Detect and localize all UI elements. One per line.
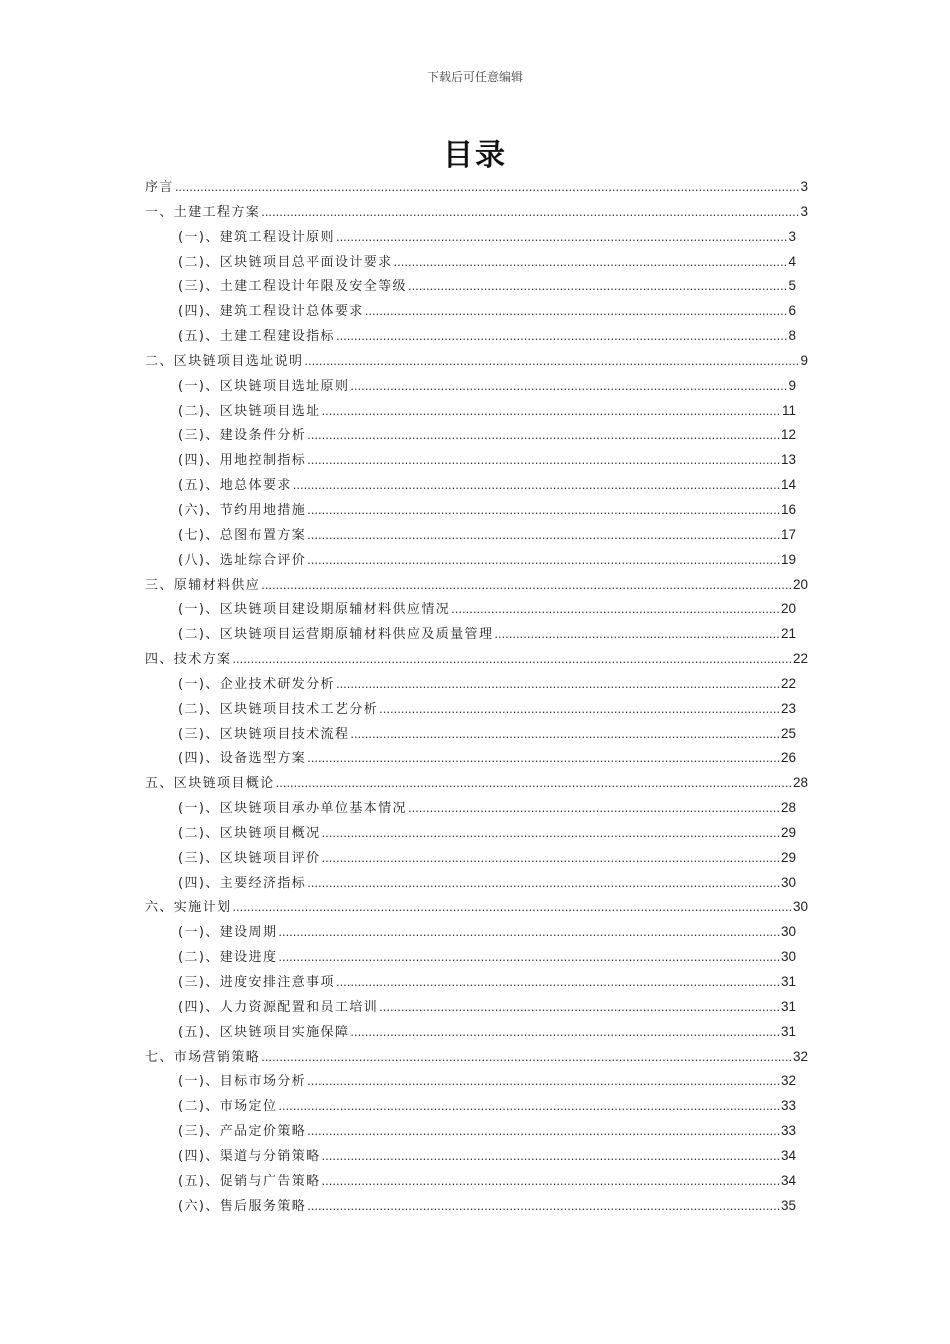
toc-entry-text: (八)、选址综合评价	[178, 552, 307, 568]
toc-entry-section[interactable]	[145, 1194, 808, 1219]
toc-dot-leader	[322, 399, 781, 424]
toc-entry-chapter[interactable]	[145, 647, 808, 672]
toc-entry-text: (一)、企业技术研发分析	[178, 676, 335, 692]
toc-dot-leader	[278, 945, 780, 970]
toc-entry-text: (四)、人力资源配置和员工培训	[178, 999, 379, 1015]
toc-page-number: 20	[780, 601, 796, 617]
toc-entry-text: (二)、区块链项目运营期原辅材料供应及质量管理	[178, 627, 494, 643]
toc-page-number: 16	[780, 501, 796, 517]
page-header: 下载后可任意编辑	[426, 70, 523, 84]
toc-entry-text: 二、区块链项目选址说明	[145, 353, 304, 369]
toc-page-number: 33	[780, 1098, 796, 1114]
toc-page-number: 12	[780, 427, 796, 443]
toc-page-number: 3	[800, 203, 808, 219]
toc-entry-text: (二)、区块链项目概况	[178, 825, 321, 841]
toc-page-number: 30	[792, 899, 808, 915]
toc-page-number: 30	[780, 949, 796, 965]
toc-page-number: 35	[780, 1197, 796, 1213]
toc-dot-leader	[304, 349, 799, 374]
toc-entry-text: 一、土建工程方案	[145, 204, 261, 220]
toc-entry-text: (二)、区块链项目总平面设计要求	[178, 254, 393, 270]
toc-page-number: 13	[780, 452, 796, 468]
toc-page-number: 9	[800, 352, 808, 368]
toc-entry-section[interactable]	[145, 225, 808, 250]
toc-page-number: 34	[780, 1172, 796, 1188]
toc-entry-text: (五)、地总体要求	[178, 478, 292, 494]
toc-entry-chapter[interactable]	[145, 573, 808, 598]
toc-entry-text: 四、技术方案	[145, 652, 232, 668]
toc-entry-text: (一)、区块链项目选址原则	[178, 378, 350, 394]
toc-page-number: 34	[780, 1147, 796, 1163]
toc-dot-leader	[307, 1194, 780, 1219]
toc-entry-section[interactable]	[145, 821, 808, 846]
toc-dot-leader	[307, 498, 780, 523]
toc-entry-text: (一)、目标市场分析	[178, 1074, 307, 1090]
toc-dot-leader	[322, 846, 780, 871]
toc-entry-section[interactable]	[145, 1144, 808, 1169]
toc-page-number: 32	[780, 1073, 796, 1089]
toc-entry-text: (六)、节约用地措施	[178, 502, 307, 518]
toc-page-number: 4	[788, 253, 796, 269]
toc-dot-leader	[278, 1094, 780, 1119]
toc-page-number: 30	[780, 874, 796, 890]
table-of-contents	[145, 175, 808, 1218]
toc-dot-leader	[307, 548, 780, 573]
toc-page-number: 14	[780, 477, 796, 493]
toc-page-number: 23	[780, 700, 796, 716]
toc-dot-leader	[322, 1144, 780, 1169]
toc-dot-leader	[261, 573, 792, 598]
toc-entry-text: 五、区块链项目概论	[145, 776, 275, 792]
toc-entry-section[interactable]	[145, 970, 808, 995]
toc-dot-leader	[261, 1045, 792, 1070]
toc-page-number: 22	[792, 651, 808, 667]
toc-entry-text: 序言	[145, 180, 174, 195]
toc-page-number: 20	[792, 576, 808, 592]
toc-dot-leader	[307, 523, 780, 548]
toc-page-number: 5	[788, 278, 796, 294]
toc-entry-text: (一)、建设周期	[178, 925, 278, 941]
toc-dot-leader	[451, 597, 780, 622]
toc-entry-text: (四)、建筑工程设计总体要求	[178, 304, 364, 320]
toc-title: 目录	[443, 138, 507, 173]
toc-entry-section[interactable]	[145, 871, 808, 896]
toc-entry-text: (三)、区块链项目技术流程	[178, 726, 350, 742]
toc-page-number: 31	[780, 1023, 796, 1039]
toc-dot-leader	[494, 622, 780, 647]
toc-entry-text: 七、市场营销策略	[145, 1049, 261, 1065]
toc-entry-section[interactable]	[145, 548, 808, 573]
toc-entry-chapter[interactable]	[145, 1045, 808, 1070]
toc-entry-section[interactable]	[145, 498, 808, 523]
toc-page-number: 30	[780, 924, 796, 940]
toc-entry-text: (四)、渠道与分销策略	[178, 1148, 321, 1164]
toc-entry-text: 三、原辅材料供应	[145, 577, 261, 593]
toc-page-number: 25	[780, 725, 796, 741]
toc-entry-section[interactable]	[145, 746, 808, 771]
toc-entry-section[interactable]	[145, 1169, 808, 1194]
toc-entry-section[interactable]	[145, 722, 808, 747]
toc-dot-leader	[293, 473, 780, 498]
toc-entry-section[interactable]	[145, 1069, 808, 1094]
toc-entry-section[interactable]	[145, 597, 808, 622]
toc-entry-text: (三)、产品定价策略	[178, 1124, 307, 1140]
toc-entry-text: (二)、市场定位	[178, 1099, 278, 1115]
toc-dot-leader	[278, 920, 780, 945]
toc-page-number: 9	[788, 377, 796, 393]
toc-dot-leader	[322, 1169, 780, 1194]
toc-entry-section[interactable]	[145, 374, 808, 399]
toc-page-number: 21	[780, 626, 796, 642]
toc-entry-text: (五)、区块链项目实施保障	[178, 1024, 350, 1040]
toc-dot-leader	[322, 821, 780, 846]
toc-dot-leader	[307, 1069, 780, 1094]
toc-page-number: 3	[788, 228, 796, 244]
toc-entry-text: (二)、区块链项目选址	[178, 403, 321, 419]
toc-entry-section[interactable]	[145, 995, 808, 1020]
toc-dot-leader	[336, 970, 780, 995]
toc-dot-leader	[276, 771, 792, 796]
toc-dot-leader	[307, 423, 780, 448]
toc-dot-leader	[365, 299, 788, 324]
toc-page-number: 22	[780, 675, 796, 691]
toc-entry-text: (三)、区块链项目评价	[178, 850, 321, 866]
toc-entry-section[interactable]	[145, 846, 808, 871]
toc-entry-section[interactable]	[145, 399, 808, 424]
toc-dot-leader	[336, 324, 788, 349]
toc-page-number: 3	[800, 179, 808, 194]
toc-entry-section[interactable]	[145, 1020, 808, 1045]
toc-entry-section[interactable]	[145, 299, 808, 324]
toc-entry-text: (一)、建筑工程设计原则	[178, 229, 335, 245]
toc-entry-section[interactable]	[145, 448, 808, 473]
toc-entry-section[interactable]	[145, 523, 808, 548]
toc-dot-leader	[379, 995, 780, 1020]
toc-entry-section[interactable]	[145, 423, 808, 448]
toc-entry-text: (五)、促销与广告策略	[178, 1173, 321, 1189]
toc-entry-text: (四)、设备选型方案	[178, 751, 307, 767]
toc-entry-text: (一)、区块链项目承办单位基本情况	[178, 801, 407, 817]
toc-dot-leader	[232, 895, 792, 920]
toc-entry-text: (三)、土建工程设计年限及安全等级	[178, 279, 407, 295]
toc-page-number: 19	[780, 551, 796, 567]
toc-dot-leader	[175, 175, 800, 200]
toc-page-number: 33	[780, 1123, 796, 1139]
toc-entry-text: (五)、土建工程建设指标	[178, 329, 335, 345]
toc-entry-section[interactable]	[145, 920, 808, 945]
toc-entry-chapter[interactable]	[145, 200, 808, 225]
toc-entry-section[interactable]	[145, 622, 808, 647]
toc-entry-section[interactable]	[145, 324, 808, 349]
toc-page-number: 28	[780, 800, 796, 816]
toc-entry-chapter[interactable]	[145, 349, 808, 374]
toc-entry-section[interactable]	[145, 473, 808, 498]
toc-entry-text: (三)、进度安排注意事项	[178, 975, 335, 990]
toc-entry-text: 六、实施计划	[145, 900, 232, 916]
toc-entry-section[interactable]	[145, 945, 808, 970]
toc-dot-leader	[307, 746, 780, 771]
toc-page-number: 8	[788, 328, 796, 344]
toc-dot-leader	[379, 697, 780, 722]
toc-entry-section[interactable]	[145, 697, 808, 722]
toc-entry-text: (一)、区块链项目建设期原辅材料供应情况	[178, 602, 451, 618]
toc-page-number: 29	[780, 824, 796, 840]
toc-entry-chapter[interactable]	[145, 771, 808, 796]
toc-entry-text: (四)、主要经济指标	[178, 875, 307, 891]
toc-entry-text: (四)、用地控制指标	[178, 453, 307, 469]
toc-page-number: 26	[780, 750, 796, 766]
toc-page-number: 29	[780, 849, 796, 865]
toc-dot-leader	[307, 1119, 780, 1144]
toc-dot-leader	[336, 225, 788, 250]
toc-entry-section[interactable]	[145, 1094, 808, 1119]
toc-dot-leader	[394, 250, 788, 275]
toc-entry-section[interactable]	[145, 274, 808, 299]
toc-entry-text: (二)、建设进度	[178, 950, 278, 966]
toc-page-number: 32	[792, 1048, 808, 1064]
toc-page-number: 31	[780, 998, 796, 1014]
toc-dot-leader	[350, 722, 780, 747]
toc-page-number: 31	[780, 974, 796, 989]
toc-dot-leader	[350, 1020, 780, 1045]
toc-page-number: 11	[781, 402, 796, 418]
toc-entry-text: (三)、建设条件分析	[178, 428, 307, 444]
toc-entry-section[interactable]	[145, 1119, 808, 1144]
toc-entry-section[interactable]	[145, 796, 808, 821]
toc-dot-leader	[307, 448, 780, 473]
toc-dot-leader	[261, 200, 799, 225]
toc-entry-text: (七)、总图布置方案	[178, 527, 307, 543]
toc-entry-chapter[interactable]	[145, 175, 808, 200]
toc-dot-leader	[350, 374, 787, 399]
toc-entry-chapter[interactable]	[145, 895, 808, 920]
toc-entry-text: (六)、售后服务策略	[178, 1198, 307, 1214]
toc-entry-section[interactable]	[145, 672, 808, 697]
toc-entry-section[interactable]	[145, 250, 808, 275]
toc-dot-leader	[408, 274, 788, 299]
toc-entry-text: (二)、区块链项目技术工艺分析	[178, 701, 379, 717]
toc-dot-leader	[408, 796, 780, 821]
toc-page-number: 28	[792, 775, 808, 791]
toc-page-number: 17	[780, 526, 796, 542]
toc-page-number: 6	[788, 303, 796, 319]
toc-dot-leader	[336, 672, 780, 697]
toc-dot-leader	[232, 647, 792, 672]
toc-dot-leader	[307, 871, 780, 896]
